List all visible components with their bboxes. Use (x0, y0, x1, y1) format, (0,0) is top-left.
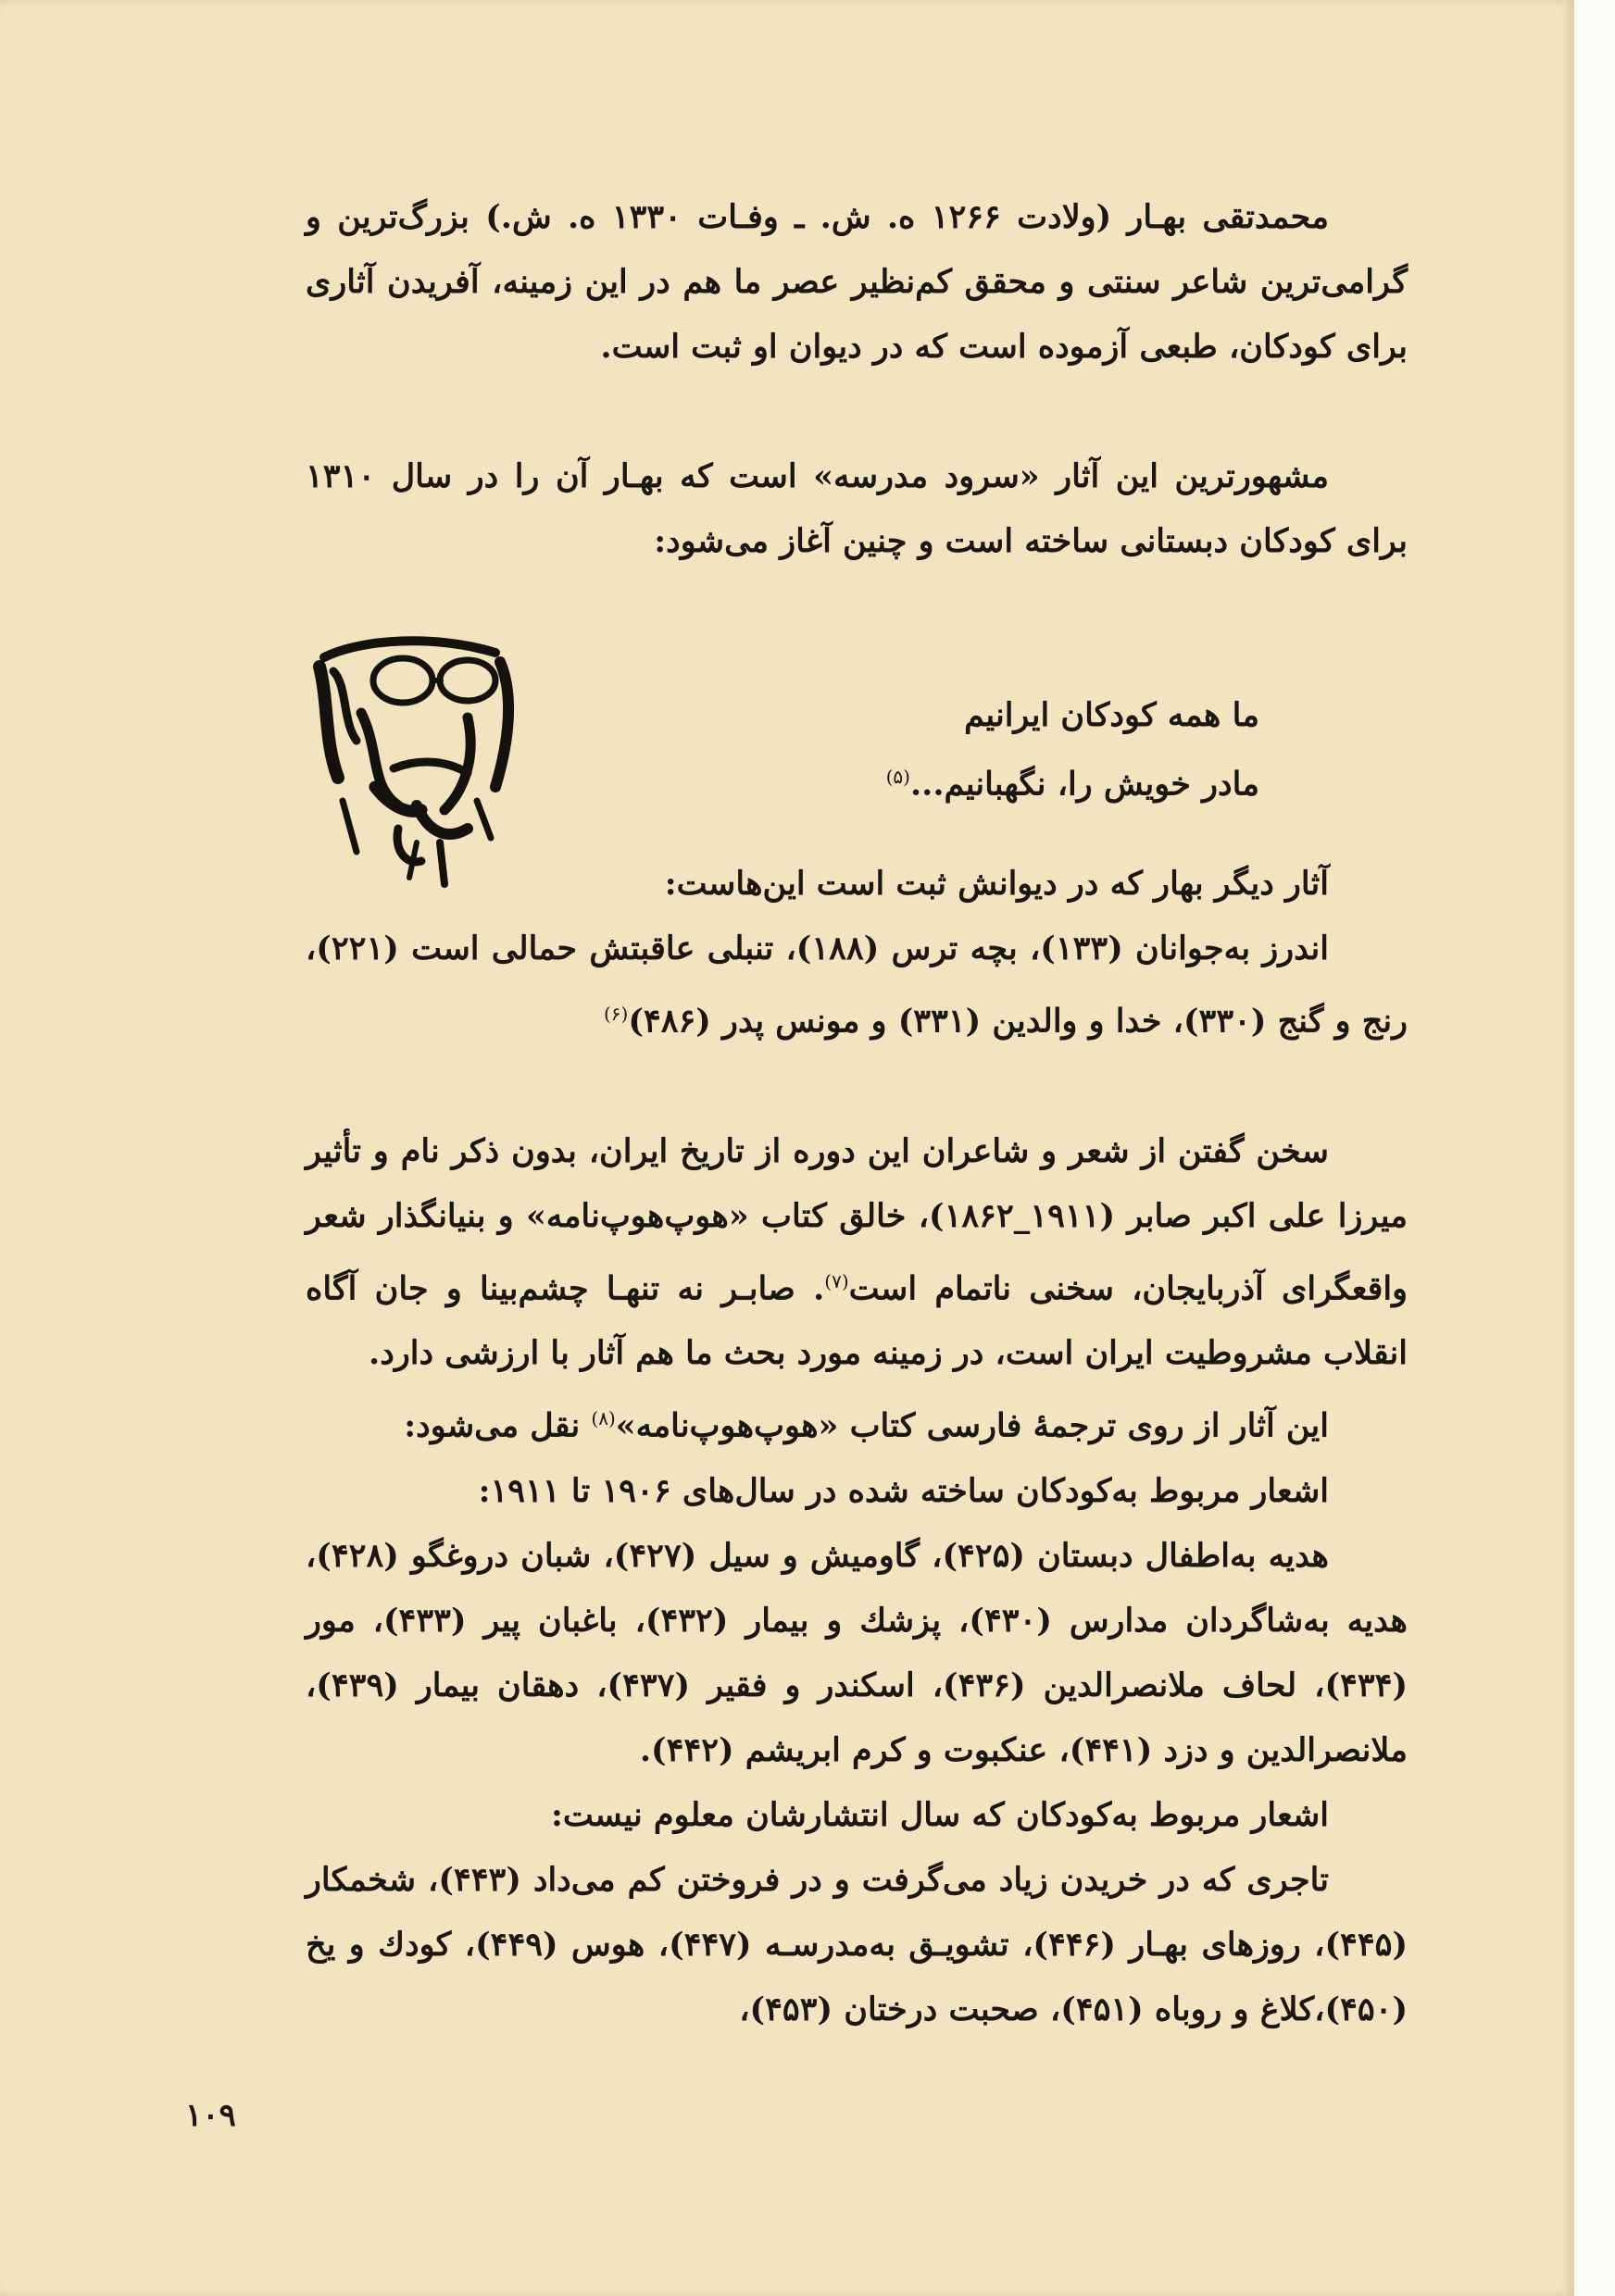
translation-text-2: نقل می‌شود: (404, 1406, 592, 1445)
poem-line-2 (556, 746, 1259, 816)
dated-poems-list: هدیه به‌اطفال دبستان (۴۲۵)، گاومیش و سیل (۴۲۷)، شبان دروغگو (۴۲۸)، هدیه به‌شاگردان مدارس (۴۳۰)، پزشك و بیمار (۴۳۲)، باغبان پیر (۴۳۳)، مور (۴۳۴)، لحاف ملانصرالدین (۴۳۶)، اسکندر و فقیر (۴۳۷)، دهقان بیمار (۴۳۹)، ملانصرالدین و دزد (۴۴۱)، عنکبوت و کرم ابریشم (۴۴۲). (306, 1536, 1408, 1769)
paragraph-spacer (306, 1054, 1408, 1119)
paragraph-saber (306, 1119, 1408, 1387)
paragraph-other-works-list (306, 917, 1408, 1054)
undated-poems-list: تاجری که در خریدن زیاد می‌گرفت و در فروختن کم می‌داد (۴۴۳)، شخمکار (۴۴۵)، روزهای بهـار (۴۴۶)، تشویـق به‌مدرسـه (۴۴۷)، هوس (۴۴۹)، کودك و یخ (۴۵۰)،کلاغ و روباه (۴۵۱)، صحبت درختان (۴۵۳)، (306, 1860, 1408, 2028)
undated-poems-heading: اشعار مربوط به‌کودکان که سال انتشارشان معلوم نیست: (550, 1795, 1329, 1834)
paragraph-other-works-intro: آثار دیگر بهار که در دیوانش ثبت است این‌هاست: (664, 865, 1329, 903)
footnote-marker: (۷) (824, 1269, 849, 1292)
paragraph-bahar-intro: محمدتقی بهـار (ولادت ۱۲۶۶ ه. ش. ـ وفـات ۱۳۳۰ ه. ش.) بزرگ‌ترین و گرامی‌ترین شاعر سنتی و محقق کم‌نظیر عصر ما هم در این زمینه، آفریدن آثاری برای کودکان، طبعی آزموده است که در دیوان او ثبت است. (306, 198, 1408, 366)
paragraph-madrese-song: مشهورترین این آثار «سرود مدرسه» است که بهـار آن را در سال ۱۳۱۰ برای کودکان دبستانی ساخته است و چنین آغاز می‌شود: (306, 457, 1408, 560)
poem-line-1: ما همه کودکان ایرانیم (964, 696, 1259, 734)
poem-line-2-text: مادر خویش را، نگهبانیم... (909, 765, 1259, 804)
works-list-text: اندرز به‌جوانان (۱۳۳)، بچه ترس (۱۸۸)، تنبلی عاقبتش حمالی است (۲۲۱)، رنج و گنج (۳۳۰)، خدا و والدین (۳۳۱) و مونس پدر (۴۸۶) (306, 930, 1408, 1041)
footnote-marker: (۵) (885, 766, 910, 788)
intro-section (306, 185, 1408, 574)
translation-text-1: این آثار از روی ترجمهٔ فارسی کتاب «هوپ‌هوپ‌نامه» (615, 1406, 1329, 1445)
dated-poems-heading: اشعار مربوط به‌کودکان ساخته شده در سال‌های ۱۹۰۶ تا ۱۹۱۱: (478, 1471, 1329, 1510)
poem-sorood-madrese (556, 685, 1259, 816)
footnote-marker: (۶) (603, 1003, 629, 1025)
works-section (306, 852, 1408, 2042)
footnote-marker: (۸) (591, 1407, 616, 1430)
page-edge (1574, 0, 1615, 2296)
paragraph-spacer (306, 380, 1408, 444)
bahar-portrait-sketch (306, 630, 523, 889)
saber-text-2: . صابـر نه تنهـا چشم‌بینا و جان آگاه انقلاب مشروطیت ایران است، در زمینه مورد بحث ما هم آثار با ارزشی دارد. (306, 1269, 1408, 1373)
page-number: ۱۰۹ (185, 2097, 236, 2134)
paragraph-translation-note (306, 1386, 1408, 1459)
saber-text-1: سخن گفتن از شعر و شاعران این دوره از تاریخ ایران، بدون ذکر نام و تأثیر میرزا علی اکبر صابر (۱۹۱۱_۱۸۶۲)، خالق کتاب «هوپ‌هوپ‌نامه» و بنیانگذار شعر واقعگرای آذربایجان، سخنی ناتمام است (306, 1131, 1408, 1308)
